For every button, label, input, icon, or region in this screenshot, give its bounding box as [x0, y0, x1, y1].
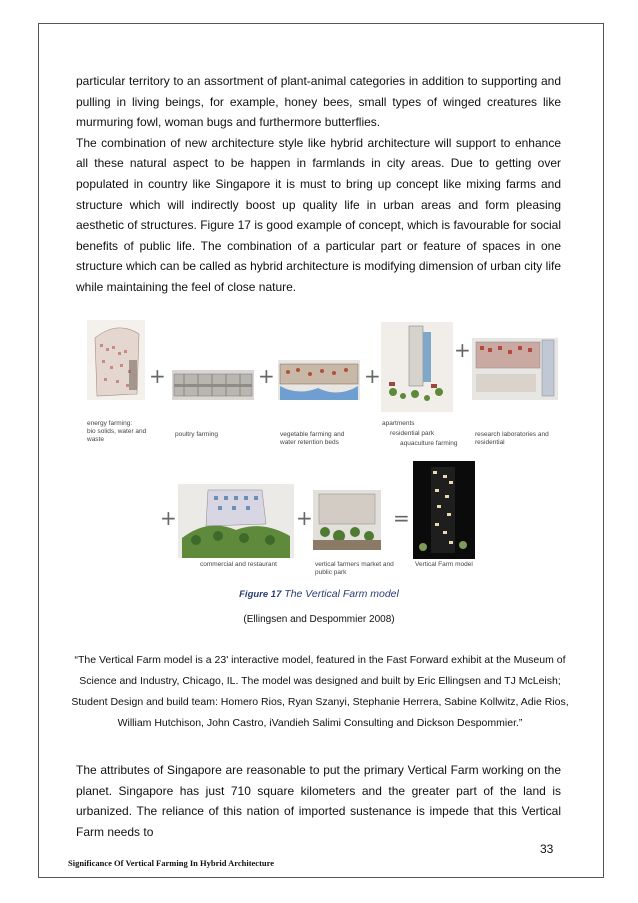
- caption-poultry-farming: poultry farming: [175, 431, 218, 438]
- poultry-farming-image: [172, 370, 254, 400]
- commercial-restaurant-image: [178, 484, 294, 558]
- page-number: 33: [540, 842, 554, 856]
- body-text-top: [76, 71, 561, 298]
- caption-vegetable-farming: vegetable farming and water retention beds: [280, 431, 345, 446]
- research-laboratories-image: [472, 338, 558, 400]
- caption-commercial-restaurant: commercial and restaurant: [200, 561, 277, 568]
- plus-sign: +: [160, 506, 177, 530]
- figure-citation: (Ellingsen and Despommier 2008): [243, 614, 395, 625]
- paragraph-3: The attributes of Singapore are reasonable to put the primary Vertical Farm working on the planet. Singapore has just 710 square kilometers and the greater part of the land is urbanized. The reliance of this nation of imported sustenance is impede that this Vertical Farm needs to: [76, 763, 561, 839]
- vegetable-farming-image: [278, 360, 360, 400]
- energy-farming-image: [87, 320, 145, 400]
- figure-label: Figure 17: [239, 589, 282, 600]
- paragraph-1: particular territory to an assortment of plant-animal categories in addition to supporting and pulling in living beings, for example, honey bees, small types of winged creatures like murmuring fowl, woman bugs and furthermore butterflies.: [76, 74, 561, 130]
- caption-vertical-farm-model: Vertical Farm model: [415, 561, 473, 568]
- caption-aquaculture-farming: aquaculture farming: [400, 440, 458, 447]
- caption-farmers-market: vertical farmers market and public park: [315, 561, 394, 576]
- figure-title: The Vertical Farm model: [284, 588, 399, 600]
- equals-sign: =: [393, 506, 410, 530]
- paragraph-2: The combination of new architecture style like hybrid architecture will support to enhance all these natural aspect to be happen in farmlands in city areas. Due to getting over populated in country like Singapore it is must to bring up concept like mixing farms and structure which will indirectly boost up quality life in urban areas and form pleasing aesthetic of structures. Figure 17 is good example of concept, which is favourable for social benefits of public life. The combination of a particular part or feature of spaces in one structure which can be called as hybrid architecture is modifying dimension of urban city life while maintaining the feel of close nature.: [76, 135, 561, 294]
- body-text-bottom: [76, 760, 561, 842]
- farmers-market-image: [313, 490, 381, 550]
- caption-energy-farming: energy farming: bio solids, water and waste: [87, 420, 147, 443]
- figure-caption: [0, 588, 638, 600]
- caption-apartments: apartments: [382, 420, 415, 427]
- plus-sign: +: [364, 364, 381, 388]
- plus-sign: +: [149, 364, 166, 388]
- apartments-park-image: [381, 322, 453, 412]
- plus-sign: +: [454, 338, 471, 362]
- vertical-farm-model-image: [413, 461, 475, 559]
- footer-title: Significance Of Vertical Farming In Hybrid Architecture: [68, 858, 275, 868]
- caption-research-laboratories: research laboratories and residential: [475, 431, 549, 446]
- plus-sign: +: [258, 364, 275, 388]
- plus-sign: +: [296, 506, 313, 530]
- caption-residential-park: residential park: [390, 430, 435, 437]
- figure-quote: “The Vertical Farm model is a 23' interactive model, featured in the Fast Forward exhibit at the Museum of Science and Industry, Chicago, IL. The model was designed and built by Eric Ellingsen and TJ McLeish; Student Design and build team: Homero Rios, Ryan Szanyi, Stephanie Herrera, Sabine Kollwitz, Adie Rios, William Hutchison, John Castro, iVandieh Salimi Consulting and Dickson Despommier.”: [71, 654, 569, 729]
